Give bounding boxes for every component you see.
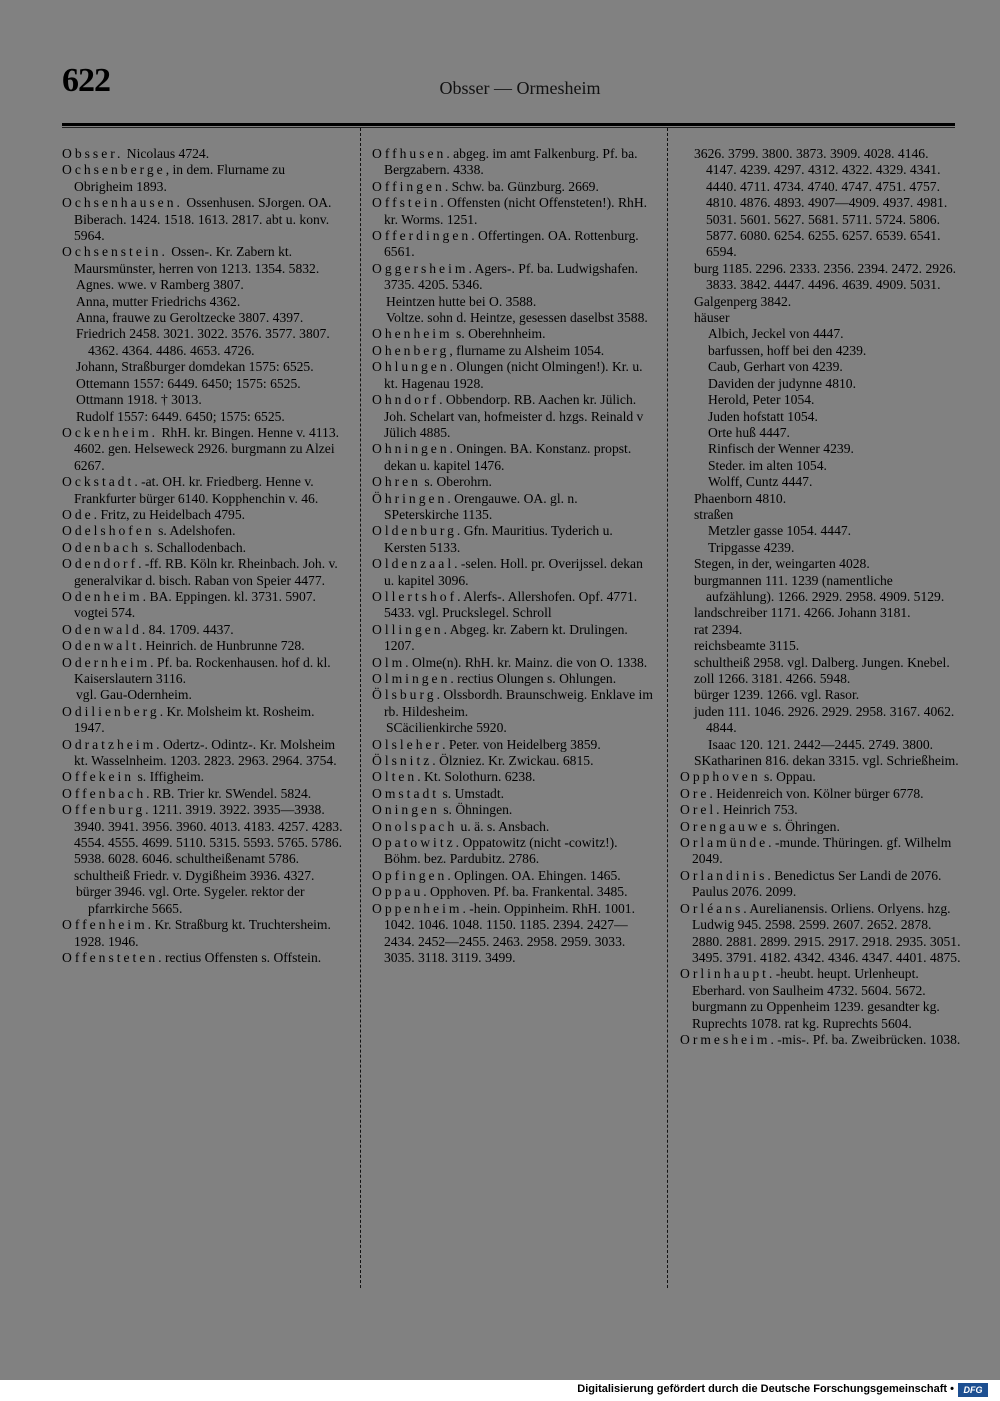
entry-text: . Agers-. Pf. ba. Ludwigshafen. 3735. 4205. 5346. (384, 260, 638, 293)
entry-headword: Offensteten (62, 949, 159, 965)
index-entry (372, 146, 654, 179)
index-entry (372, 622, 654, 655)
entry-headword: Oppenheim (372, 900, 463, 916)
entry-text: rat 2394. (694, 621, 743, 637)
entry-text: s. Öhningen. (439, 802, 513, 818)
index-entry (680, 802, 962, 818)
index-column-2 (372, 146, 654, 966)
entry-text: Rudolf 1557: 6449. 6450; 1575: 6525. (76, 408, 285, 424)
index-entry (680, 573, 962, 606)
index-entry (680, 392, 962, 408)
index-entry (372, 326, 654, 342)
entry-text: landschreiber 1171. 4266. Johann 3181. (694, 605, 911, 621)
index-entry (372, 556, 654, 589)
entry-text: . Heinrich. de Hunbrunne 728. (138, 638, 305, 654)
entry-text: . Offensten (nicht Offensteten!). RhH. kr. Worms. 1251. (384, 195, 648, 227)
entry-text: Rinfisch der Wenner 4239. (708, 441, 854, 457)
entry-headword: Ormesheim (680, 1031, 771, 1047)
entry-text: . Benedictus Ser Landi de 2076. Paulus 2076. 2099. (692, 867, 942, 900)
entry-text: . Opphoven. Pf. ba. Frankental. 3485. (423, 884, 628, 900)
entry-text: Friedrich 2458. 3021. 3022. 3576. 3577. 3807. 4362. 4364. 4486. 4653. 4726. (76, 326, 330, 358)
entry-headword: Ore (680, 785, 710, 801)
index-entry (680, 359, 962, 375)
entry-text: u. ä. s. Ansbach. (457, 818, 550, 834)
entry-headword: Ochsenstein. (62, 244, 168, 260)
index-column-3 (680, 146, 962, 1048)
index-entry (62, 507, 344, 523)
index-entry (62, 294, 344, 310)
index-entry (372, 359, 654, 392)
entry-headword: Ohren (372, 474, 421, 490)
index-entry (372, 671, 654, 687)
entry-headword: Opphoven (680, 769, 761, 785)
entry-text: SCäcilienkirche 5920. (386, 720, 507, 736)
index-entry (372, 294, 654, 310)
entry-headword: Ockstadt (62, 474, 135, 490)
index-entry (62, 310, 344, 326)
entry-headword: Olm (372, 654, 406, 670)
index-entry (62, 162, 344, 195)
index-entry (680, 458, 962, 474)
index-entry (62, 786, 344, 802)
index-entry (680, 491, 962, 507)
index-entry (62, 359, 344, 375)
index-entry (62, 556, 344, 589)
index-entry (372, 737, 654, 753)
entry-text: burgmannen 111. 1239 (namentliche aufzählung). 1266. 2929. 2958. 4909. 5129. (694, 572, 945, 604)
entry-headword: Olmingen (372, 671, 451, 686)
index-entry (680, 146, 962, 261)
index-entry (62, 425, 344, 474)
index-entry (372, 901, 654, 967)
index-entry (680, 704, 962, 737)
index-entry (372, 769, 654, 785)
index-entry (62, 884, 344, 917)
index-entry (372, 753, 654, 769)
entry-text: Ossenhusen. SJorgen. OA. Biberach. 1424. 1518. 1613. 2817. abt u. konv. 5964. (74, 195, 332, 244)
index-entry (680, 622, 962, 638)
index-entry (62, 392, 344, 408)
entry-text: juden 111. 1046. 2926. 2929. 2958. 3167. 4062. 4844. (694, 703, 955, 736)
entry-headword: Offerdingen (372, 228, 472, 244)
column-divider-1 (360, 128, 361, 1288)
entry-text: . Gfn. Mauritius. Tyderich u. Kersten 5133. (384, 523, 613, 555)
entry-text: bürger 1239. 1266. vgl. Rasor. (694, 687, 860, 703)
entry-text: . Olssbordh. Braunschweig. Enklave im rb. Hildesheim. (384, 687, 653, 719)
index-entry (62, 589, 344, 622)
entry-headword: Olten (372, 769, 418, 785)
index-entry (372, 343, 654, 359)
entry-headword: Ockenheim. (62, 424, 159, 440)
entry-headword: Offstein (372, 195, 441, 211)
entry-headword: Ohenberg (372, 342, 450, 358)
entry-text: RhH. kr. Bingen. Henne v. 4113. 4602. gen. Helseweck 2926. burgmann zu Alzei 6267. (74, 424, 340, 473)
entry-text: Wolff, Cuntz 4447. (708, 474, 813, 490)
entry-text: Tripgasse 4239. (708, 539, 795, 555)
footer-credit: Digitalisierung gefördert durch die Deutsche Forschungsgemeinschaft • (577, 1383, 954, 1395)
entry-text: . RB. Trier kr. SWendel. 5824. (146, 785, 312, 801)
index-entry (372, 474, 654, 490)
index-entry (372, 195, 654, 228)
entry-text: . Odertz-. Odintz-. Kr. Molsheim kt. Wasselnheim. 1203. 2823. 2963. 2964. 3754. (74, 736, 337, 769)
entry-headword: Opatowitz (372, 835, 456, 851)
entry-text: Anna, frauwe zu Geroltzecke 3807. 4397. (76, 310, 304, 326)
entry-headword: Odratzheim (62, 736, 157, 752)
entry-headword: Oldenburg (372, 523, 457, 539)
entry-headword: Offenbach (62, 785, 147, 801)
entry-text: , in dem. Flurname zu Obrigheim 1893. (74, 162, 286, 194)
entry-text: . Kt. Solothurn. 6238. (417, 769, 536, 785)
index-entry (680, 835, 962, 868)
entry-text: . -mis-. Pf. ba. Zweibrücken. 1038. (770, 1031, 961, 1047)
index-entry (372, 819, 654, 835)
index-entry (680, 786, 962, 802)
entry-text: Stegen, in der, weingarten 4028. (694, 556, 870, 572)
entry-text: SKatharinen 816. dekan 3315. vgl. Schrießheim. (694, 753, 959, 769)
entry-headword: Odenbach (62, 539, 142, 555)
index-entry (372, 687, 654, 720)
entry-text: s. Umstadt. (439, 785, 505, 801)
entry-headword: Odenwalt (62, 638, 139, 654)
index-entry (372, 868, 654, 884)
index-entry (680, 507, 962, 523)
entry-text: . Fritz, zu Heidelbach 4795. (93, 506, 246, 522)
index-entry (680, 655, 962, 671)
index-entry (62, 523, 344, 539)
entry-text: . Heinrich 753. (716, 802, 798, 818)
index-entry (680, 540, 962, 556)
entry-text: schultheiß 2958. vgl. Dalberg. Jungen. Knebel. (694, 654, 950, 670)
entry-text: Steder. im alten 1054. (708, 457, 827, 473)
entry-text: Voltze. sohn d. Heintze, gesessen daselbst 3588. (386, 310, 648, 326)
entry-text: Caub, Gerhart von 4239. (708, 359, 843, 375)
index-entry (62, 474, 344, 507)
entry-text: . BA. Eppingen. kl. 3731. 5907. vogtei 574. (74, 588, 316, 621)
index-entry (680, 769, 962, 785)
entry-headword: Orlandinis (680, 867, 768, 883)
entry-headword: Offenheim (62, 917, 148, 933)
entry-text: Nicolaus 4724. (123, 146, 210, 161)
index-entry (680, 868, 962, 901)
index-entry (680, 326, 962, 342)
entry-headword: Offingen (372, 178, 445, 194)
entry-text: . -selen. Holl. pr. Overijssel. dekan u. kapitel 3096. (384, 556, 643, 588)
index-entry (372, 884, 654, 900)
entry-headword: Öhringen (372, 490, 448, 506)
index-entry (372, 441, 654, 474)
index-entry (680, 966, 962, 1032)
page-number: 622 (62, 62, 110, 99)
entry-headword: Offekein (62, 769, 135, 785)
entry-text: . Heidenreich von. Kölner bürger 6778. (709, 785, 924, 801)
entry-text: . Aurelianensis. Orliens. Orlyens. hzg. Ludwig 945. 2598. 2599. 2607. 2652. 2878. 2880. 2881. 2899. 2915. 2917. 2918. 2935. 3051. 3495. 3791. 4182. 4342. 4346. 4347. 4401. 4875. (692, 900, 961, 965)
entry-headword: Oningen (372, 802, 440, 818)
entry-text: . 84. 1709. 4437. (141, 621, 234, 637)
entry-headword: Oldenzaal (372, 556, 455, 572)
index-entry (680, 261, 962, 294)
entry-text: s. Oberehnheim. (452, 326, 546, 342)
index-entry (62, 655, 344, 688)
index-entry (62, 769, 344, 785)
index-entry (372, 786, 654, 802)
index-entry (62, 638, 344, 654)
index-entry (680, 294, 962, 310)
index-entry (62, 950, 344, 966)
index-entry (62, 687, 344, 703)
entry-text: . Schw. ba. Günzburg. 2669. (444, 178, 599, 194)
entry-text: . -at. OH. kr. Friedberg. Henne v. Frankfurter bürger 6140. Kopphenchin v. 46. (74, 474, 319, 506)
entry-text: . Peter. von Heidelberg 3859. (442, 736, 601, 752)
entry-text: Albich, Jeckel von 4447. (708, 326, 844, 342)
entry-headword: Odendorf (62, 556, 139, 572)
entry-headword: Ochsenhausen. (62, 195, 183, 211)
index-entry (680, 441, 962, 457)
index-entry (680, 901, 962, 967)
entry-headword: Odilienberg (62, 703, 160, 719)
entry-headword: Odernheim (62, 654, 151, 670)
entry-headword: Onolspach (372, 818, 458, 834)
index-entry (62, 376, 344, 392)
entry-text: Orte huß 4447. (708, 424, 790, 440)
dfg-logo: DFG (958, 1383, 988, 1397)
entry-headword: Odelshofen (62, 523, 155, 539)
entry-headword: Olsleher (372, 736, 443, 752)
entry-text: Galgenperg 3842. (694, 293, 792, 309)
entry-text: . 1211. 3919. 3922. 3935—3938. 3940. 3941. 3956. 3960. 4013. 4183. 4257. 4283. 4554. 4555. 4699. 5110. 5315. 5593. 5765. 5786. 5938. 6028. 6046. schultheißenamt 5786. schultheiß Friedr. v. Dygißheim 3936. 4327. (74, 802, 343, 883)
entry-text: burg 1185. 2296. 2333. 2356. 2394. 2472. 2926. 3833. 3842. 4447. 4496. 4639. 4909. 5031. (694, 260, 957, 293)
entry-text: . rectius Olungen s. Ohlungen. (450, 671, 617, 686)
entry-headword: Opfingen (372, 867, 448, 883)
index-entry (62, 244, 344, 277)
index-entry (680, 687, 962, 703)
entry-headword: Ollertshof (372, 588, 458, 604)
entry-text: . rectius Offensten s. Offstein. (158, 949, 322, 965)
header-rule-thin (62, 127, 955, 128)
entry-text: . -heubt. heupt. Urlenheupt. Eberhard. von Saulheim 4732. 5604. 5672. burgmann zu Oppenheim 1239. gesandter kg. Ruprechts 1078. rat kg. Ruprechts 5604. (692, 966, 940, 1031)
entry-text: straßen (694, 506, 734, 522)
index-entry (680, 1032, 962, 1048)
index-entry (62, 195, 344, 244)
entry-text: Metzler gasse 1054. 4447. (708, 523, 852, 539)
entry-text: . Olungen (nicht Olmingen!). Kr. u. kt. Hagenau 1928. (384, 359, 643, 391)
index-entry (62, 409, 344, 425)
entry-text: Johann, Straßburger domdekan 1575: 6525. (76, 359, 314, 375)
entry-text: . Oplingen. OA. Ehingen. 1465. (447, 867, 621, 883)
index-entry (372, 589, 654, 622)
entry-headword: Ohlungen (372, 359, 450, 375)
header-rule (62, 123, 955, 126)
index-entry (680, 737, 962, 753)
entry-text: zoll 1266. 3181. 4266. 5948. (694, 671, 851, 686)
index-entry (372, 261, 654, 294)
index-entry (62, 737, 344, 770)
entry-text: barfussen, hoff bei den 4239. (708, 342, 867, 358)
index-entry (680, 343, 962, 359)
index-entry (62, 917, 344, 950)
entry-text: s. Öhringen. (769, 818, 840, 834)
entry-headword: Ohenheim (372, 326, 453, 342)
entry-text: Anna, mutter Friedrichs 4362. (76, 293, 241, 309)
index-entry (62, 802, 344, 884)
index-column-1 (62, 146, 344, 966)
index-entry (680, 753, 962, 769)
index-entry (62, 540, 344, 556)
entry-text: häuser (694, 310, 730, 326)
entry-headword: Orlinhaupt (680, 966, 769, 982)
entry-text: . Oningen. BA. Konstanz. propst. dekan u. kapitel 1476. (384, 441, 632, 473)
entry-text: . Offertingen. OA. Rottenburg. 6561. (384, 228, 639, 260)
running-head: Obsser — Ormesheim (439, 78, 601, 98)
entry-text: . Alerfs-. Allershofen. Opf. 4771. 5433. vgl. Pruckslegel. Schroll (384, 588, 638, 621)
index-entry (372, 179, 654, 195)
entry-text: . -ff. RB. Köln kr. Rheinbach. Joh. v. generalvikar d. bisch. Raban von Speier 4477. (74, 556, 338, 588)
entry-text: Isaac 120. 121. 2442—2445. 2749. 3800. (708, 736, 934, 752)
entry-headword: Odenwald (62, 621, 142, 637)
index-entry (62, 622, 344, 638)
index-entry (62, 277, 344, 293)
index-entry (680, 376, 962, 392)
entry-headword: Ölsnitz (372, 753, 433, 769)
entry-headword: Omstadt (372, 785, 440, 801)
entry-text: . Orengauwe. OA. gl. n. SPeterskirche 1135. (384, 490, 578, 522)
index-entry (372, 228, 654, 261)
index-entry (372, 835, 654, 868)
entry-text: s. Oberohrn. (420, 474, 492, 490)
index-entry (372, 655, 654, 671)
entry-headword: Offenburg (62, 802, 146, 818)
entry-headword: Odenheim (62, 588, 143, 604)
index-entry (62, 704, 344, 737)
entry-text: s. Oppau. (760, 769, 816, 785)
entry-headword: Ohndorf (372, 392, 440, 408)
entry-text: . Oppatowitz (nicht -cowitz!). Böhm. bez. Pardubitz. 2786. (384, 835, 618, 867)
entry-headword: Offhusen (372, 146, 447, 161)
entry-headword: Obsser. (62, 146, 124, 161)
index-entry (680, 474, 962, 490)
index-entry (680, 819, 962, 835)
entry-text: . Pf. ba. Rockenhausen. hof d. kl. Kaiserslautern 3116. (74, 654, 331, 686)
entry-text: . Obbendorp. RB. Aachen kr. Jülich. Joh. Schelart van, hofmeister d. hzgs. Reinald v Jülich 4885. (384, 392, 644, 440)
entry-text: vgl. Gau-Odernheim. (76, 687, 192, 703)
entry-headword: Ohningen (372, 441, 450, 457)
index-entry (680, 605, 962, 621)
entry-text: reichsbeamte 3115. (694, 638, 800, 654)
entry-text: Daviden der judynne 4810. (708, 375, 856, 391)
index-entry (372, 310, 654, 326)
index-entry (372, 523, 654, 556)
index-entry (372, 802, 654, 818)
index-entry (680, 671, 962, 687)
entry-text: . Olme(n). RhH. kr. Mainz. die von O. 1338. (405, 654, 648, 670)
entry-text: Ottemann 1557: 6449. 6450; 1575: 6525. (76, 375, 301, 391)
entry-text: Phaenborn 4810. (694, 490, 787, 506)
entry-headword: Oppau (372, 884, 424, 900)
entry-text: s. Adelshofen. (154, 523, 236, 539)
entry-text: Ossen-. Kr. Zabern kt. Maursmünster, herren von 1213. 1354. 5832. (74, 244, 320, 276)
entry-text: s. Iffigheim. (134, 769, 205, 785)
entry-text: . -hein. Oppinheim. RhH. 1001. 1042. 1046. 1048. 1150. 1185. 2394. 2427—2434. 2452—2455. 2463. 2958. 2959. 3033. 3035. 3118. 3119. 3499. (384, 900, 635, 965)
entry-text: Agnes. wwe. v Ramberg 3807. (76, 277, 244, 293)
entry-headword: Orléans (680, 900, 744, 916)
entry-text: 3626. 3799. 3800. 3873. 3909. 4028. 4146. 4147. 4239. 4297. 4312. 4322. 4329. 4341. 4440. 4711. 4734. 4740. 4747. 4751. 4757. 4810. 4876. 4893. 4907—4909. 4937. 4981. 5031. 5601. 5627. 5681. 5711. 5724. 5806. 5877. 6080. 6254. 6255. 6257. 6539. 6541. 6594. (694, 146, 948, 260)
index-entry (680, 638, 962, 654)
entry-text: Herold, Peter 1054. (708, 392, 815, 408)
index-entry (680, 425, 962, 441)
index-entry (680, 523, 962, 539)
footer (0, 1380, 1000, 1401)
entry-text: Juden hofstatt 1054. (708, 408, 818, 424)
index-entry (372, 720, 654, 736)
index-entry (372, 491, 654, 524)
column-divider-2 (667, 128, 668, 1288)
entry-text: s. Schallodenbach. (141, 539, 247, 555)
entry-text: . -munde. Thüringen. gf. Wilhelm 2049. (692, 835, 952, 867)
entry-headword: Ölsburg (372, 687, 437, 703)
index-entry (62, 326, 344, 359)
entry-text: , flurname zu Alsheim 1054. (449, 342, 605, 358)
entry-text: Ottmann 1918. † 3013. (76, 392, 202, 408)
entry-headword: Orel (680, 802, 717, 818)
entry-text: . Ölzniez. Kr. Zwickau. 6815. (432, 753, 594, 769)
index-entry (680, 409, 962, 425)
index-entry (62, 146, 344, 162)
entry-headword: Ollingen (372, 621, 444, 637)
entry-headword: Orlamünde (680, 835, 769, 851)
entry-text: . Kr. Straßburg kt. Truchtersheim. 1928. 1946. (74, 917, 331, 949)
entry-headword: Ode (62, 506, 94, 522)
entry-text: . Abgeg. kr. Zabern kt. Drulingen. 1207. (384, 621, 628, 654)
entry-text: bürger 3946. vgl. Orte. Sygeler. rektor der pfarrkirche 5665. (76, 884, 305, 916)
index-entry (680, 310, 962, 326)
entry-text: . abgeg. im amt Falkenburg. Pf. ba. Bergzabern. 4338. (384, 146, 638, 178)
entry-headword: Ochsenberge (62, 162, 166, 178)
entry-headword: Orengauwe (680, 818, 770, 834)
entry-headword: Oggersheim (372, 260, 469, 276)
index-entry (372, 392, 654, 441)
entry-text: . Kr. Molsheim kt. Rosheim. 1947. (74, 703, 315, 736)
index-entry (680, 556, 962, 572)
entry-text: Heintzen hutte bei O. 3588. (386, 293, 537, 309)
